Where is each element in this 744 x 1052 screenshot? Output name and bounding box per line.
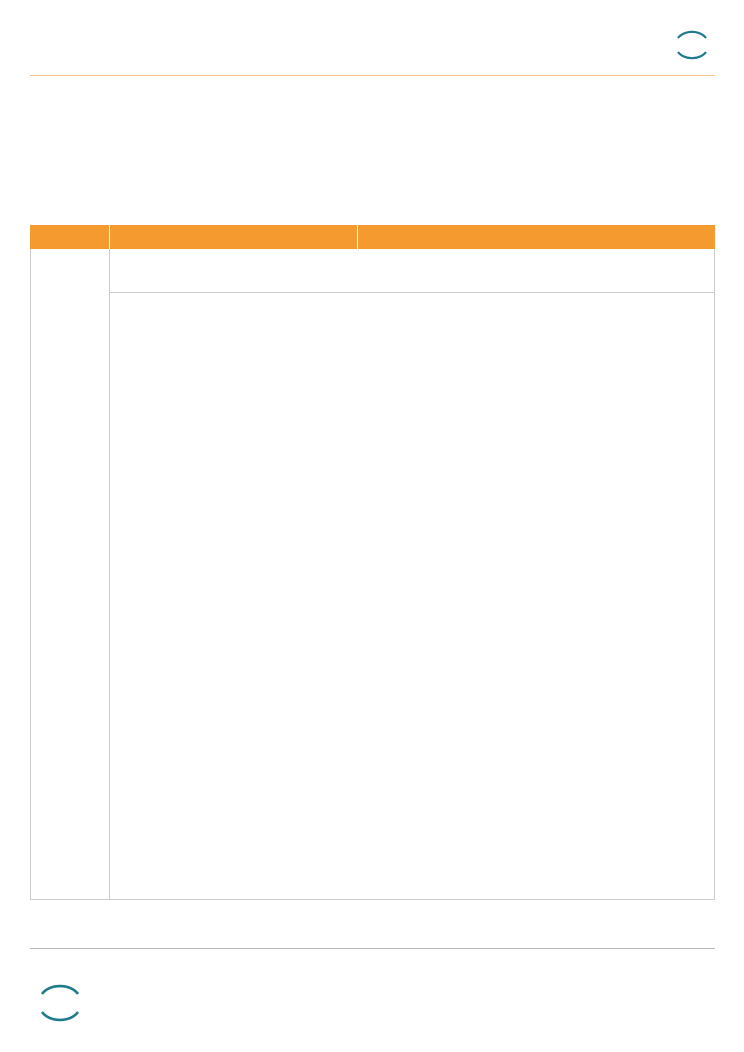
patient-info-table <box>30 75 715 76</box>
result-table-header <box>30 225 715 249</box>
row-divider <box>109 292 715 293</box>
sml-bottom-logo-icon <box>36 982 84 1024</box>
col-divider <box>109 225 110 900</box>
footer-divider <box>30 948 715 949</box>
report-complete-message <box>195 905 206 918</box>
head-divider <box>357 225 358 249</box>
result-table-frame <box>30 249 715 900</box>
sml-logo-icon <box>672 28 712 62</box>
head-divider <box>109 225 110 249</box>
